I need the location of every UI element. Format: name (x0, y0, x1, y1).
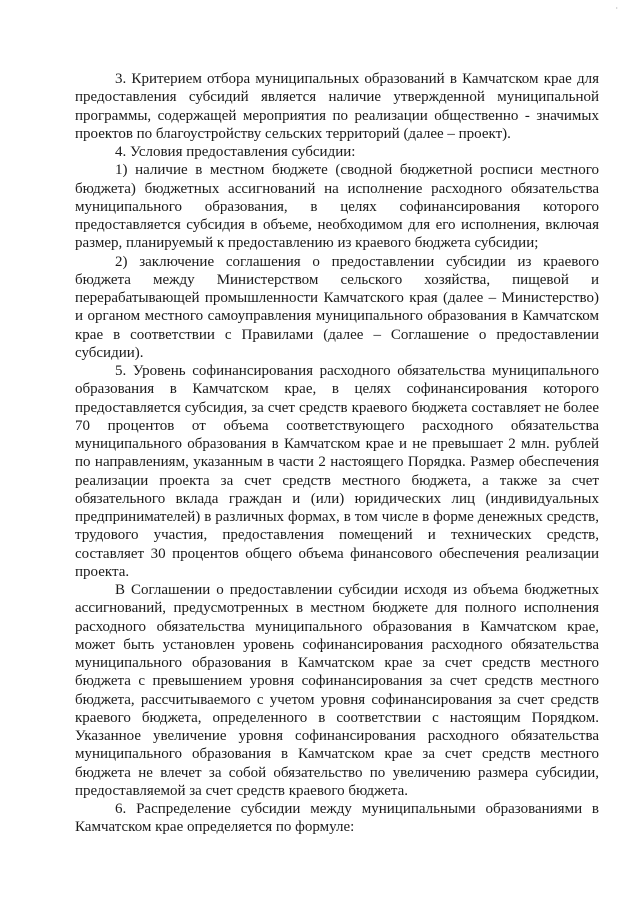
paragraph-distribution-formula: 6. Распределение субсидии между муниципальными образованиями в Камчатском крае определяется по формуле: (75, 801, 599, 836)
paragraph-conditions-heading: 4. Условия предоставления субсидии: (115, 144, 356, 160)
document-body (75, 70, 599, 837)
corner-mark: · (615, 4, 618, 13)
paragraph-condition-2: 2) заключение соглашения о предоставлении субсидии из краевого бюджета между Министерством сельского хозяйства, пищевой и перерабатывающей промышленности Камчатского края (далее – Министерство) и органом местного самоуправления муниципального образования в Камчатском крае в соответствии с Правилами (далее – Соглашение о предоставлении субсидии). (75, 253, 599, 361)
paragraph-criteria: 3. Критерием отбора муниципальных образований в Камчатском крае для предоставления субсидий является наличие утвержденной муниципальной программы, содержащей мероприятия по реализации общественно - значимых проектов по благоустройству сельских территорий (далее – проект). (75, 71, 599, 142)
paragraph-condition-1: 1) наличие в местном бюджете (сводной бюджетной росписи местного бюджета) бюджетных ассигнований на исполнение расходного обязательства муниципального образования, в целях софинансирования которого предоставляется субсидия в объеме, необходимом для его исполнения, включая размер, планируемый к предоставлению из краевого бюджета субсидии; (75, 162, 599, 252)
paragraph-cofinancing-level: 5. Уровень софинансирования расходного обязательства муниципального образования в Камчатском крае, в целях софинансирования которого предоставляется субсидия, за счет средств краевого бюджета составляет не более 70 процентов от объема соответствующего расходного обязательства муниципального образования в Камчатском крае и не превышает 2 млн. рублей по направлениям, указанным в части 2 настоящего Порядка. Размер обеспечения реализации проекта за счет средств местного бюджета, а также за счет обязательного вклада граждан и (или) юридических лиц (индивидуальных предпринимателей) в различных формах, в том числе в форме денежных средств, трудового участия, предоставления помещений и технических средств, составляет 30 процентов общего объема финансового обеспечения реализации проекта. (75, 363, 599, 580)
paragraph-agreement-cofinancing: В Соглашении о предоставлении субсидии исходя из объема бюджетных ассигнований, предусмотренных в местном бюджете для полного исполнения расходного обязательства муниципального образования в Камчатском крае, может быть установлен уровень софинансирования расходного обязательства муниципального образования в Камчатском крае за счет средств местного бюджета с превышением уровня софинансирования за счет средств местного бюджета, рассчитываемого с учетом уровня софинансирования за счет средств краевого бюджета, определенного в соответствии с настоящим Порядком. Указанное увеличение уровня софинансирования расходного обязательства муниципального образования в Камчатском крае за счет средств местного бюджета не влечет за собой обязательство по увеличению размера субсидии, предоставляемой за счет средств краевого бюджета. (75, 582, 599, 799)
